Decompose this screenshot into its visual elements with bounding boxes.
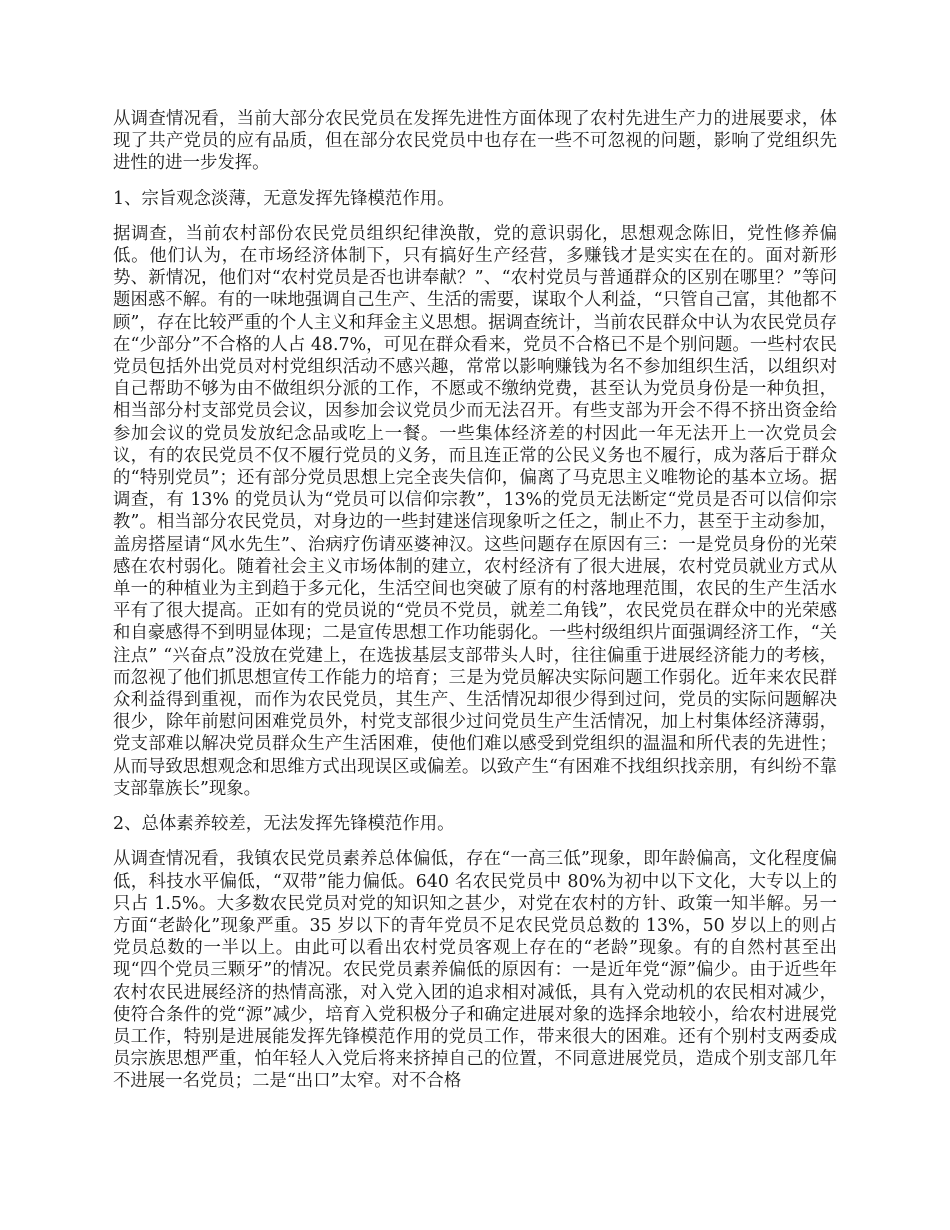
section-heading-1: 1、宗旨观念淡薄，无意发挥先锋模范作用。 xyxy=(113,188,455,209)
section-2-body: 从调查情况看，我镇农民党员素养总体偏低，存在“一高三低”现象，即年龄偏高，文化程度偏低，科技水平偏低，“双带”能力偏低。640 名农民党员中 80%为初中以下文化，大专以上的只占 1.5%。大多数农民党员对党的知识知之甚少，对党在农村的方针、政策一知半解。另一方面“老龄化”现象严重。35 岁以下的青年党员不足农民党员总数的 13%，50 岁以上的则占党员总数的一半以上。由此可以看出农村党员客观上存在的“老龄”现象。有的自然村甚至出现“四个党员三颗牙”的情况。农民党员素养偏低的原因有：一是近年党“源”偏少。由于近些年农村农民进展经济的热情高涨，对入党入团的追求相对减低，具有入党动机的农民相对减少，使符合条件的党“源”减少，培育入党积极分子和确定进展对象的选择余地较小，给农村进展党员工作，特别是进展能发挥先锋模范作用的党员工作，带来很大的困难。还有个别村支两委成员宗族思想严重，怕年轻人入党后将来挤掉自己的位置，不同意进展党员，造成个别支部几年不进展一名党员；二是“出口”太窄。对不合格 xyxy=(113,849,837,1092)
section-heading-2: 2、总体素养较差，无法发挥先锋模范作用。 xyxy=(113,814,455,835)
section-1-body: 据调查，当前农村部份农民党员组织纪律涣散，党的意识弱化，思想观念陈旧，党性修养偏低。他们认为，在市场经济体制下，只有搞好生产经营，多赚钱才是实实在在的。面对新形势、新情况，他们对“农村党员是否也讲奉献？”、“农村党员与普通群众的区别在哪里？”等问题困惑不解。有的一味地强调自己生产、生活的需要，谋取个人利益，“只管自己富，其他都不顾”，存在比较严重的个人主义和拜金主义思想。据调查统计，当前农民群众中认为农民党员存在“少部分”不合格的人占 48.7%，可见在群众看来，党员不合格已不是个别问题。一些村农民党员包括外出党员对村党组织活动不感兴趣，常常以影响赚钱为名不参加组织生活，以组织对自己帮助不够为由不做组织分派的工作，不愿或不缴纳党费，甚至认为党员身份是一种负担，相当部分村支部党员会议，因参加会议党员少而无法召开。有些支部为开会不得不挤出资金给参加会议的党员发放纪念品或吃上一餐。一些集体经济差的村因此一年无法开上一次党员会议，有的农民党员不仅不履行党员的义务，而且连正常的公民义务也不履行，成为落后于群众的“特别党员”；还有部分党员思想上完全丧失信仰，偏离了马克思主义唯物论的基本立场。据调查，有 13% 的党员认为“党员可以信仰宗教”，13%的党员无法断定“党员是否可以信仰宗教”。相当部分农民党员，对身边的一些封建迷信现象听之任之，制止不力，甚至于主动参加，盖房搭屋请“风水先生”、治病疗伤请巫婆神汉。这些问题存在原因有三：一是党员身份的光荣感在农村弱化。随着社会主义市场体制的建立，农村经济有了很大进展，农村党员就业方式从单一的种植业为主到趋于多元化，生活空间也突破了原有的村落地理范围，农民的生产生活水平有了很大提高。正如有的党员说的“党员不党员，就差二角钱”，农民党员在群众中的光荣感和自豪感得不到明显体现；二是宣传思想工作功能弱化。一些村级组织片面强调经济工作，“关注点” “兴奋点”没放在党建上，在选拔基层支部带头人时，往往偏重于进展经济能力的考核，而忽视了他们抓思想宣传工作能力的培育；三是为党员解决实际问题工作弱化。近年来农民群众利益得到重视，而作为农民党员，其生产、生活情况却很少得到过问，党员的实际问题解决很少，除年前慰问困难党员外，村党支部很少过问党员生产生活情况，加上村集体经济薄弱，党支部难以解决党员群众生产生活困难，使他们难以感受到党组织的温温和所代表的先进性；从而导致思想观念和思维方式出现误区或偏差。以致产生“有困难不找组织找亲朋，有纠纷不靠支部靠族长”现象。 xyxy=(113,223,837,799)
intro-paragraph: 从调查情况看，当前大部分农民党员在发挥先进性方面体现了农村先进生产力的进展要求，体现了共产党员的应有品质，但在部分农民党员中也存在一些不可忽视的问题，影响了党组织先进性的进一步发挥。 xyxy=(113,109,837,174)
document-body xyxy=(113,108,837,1106)
